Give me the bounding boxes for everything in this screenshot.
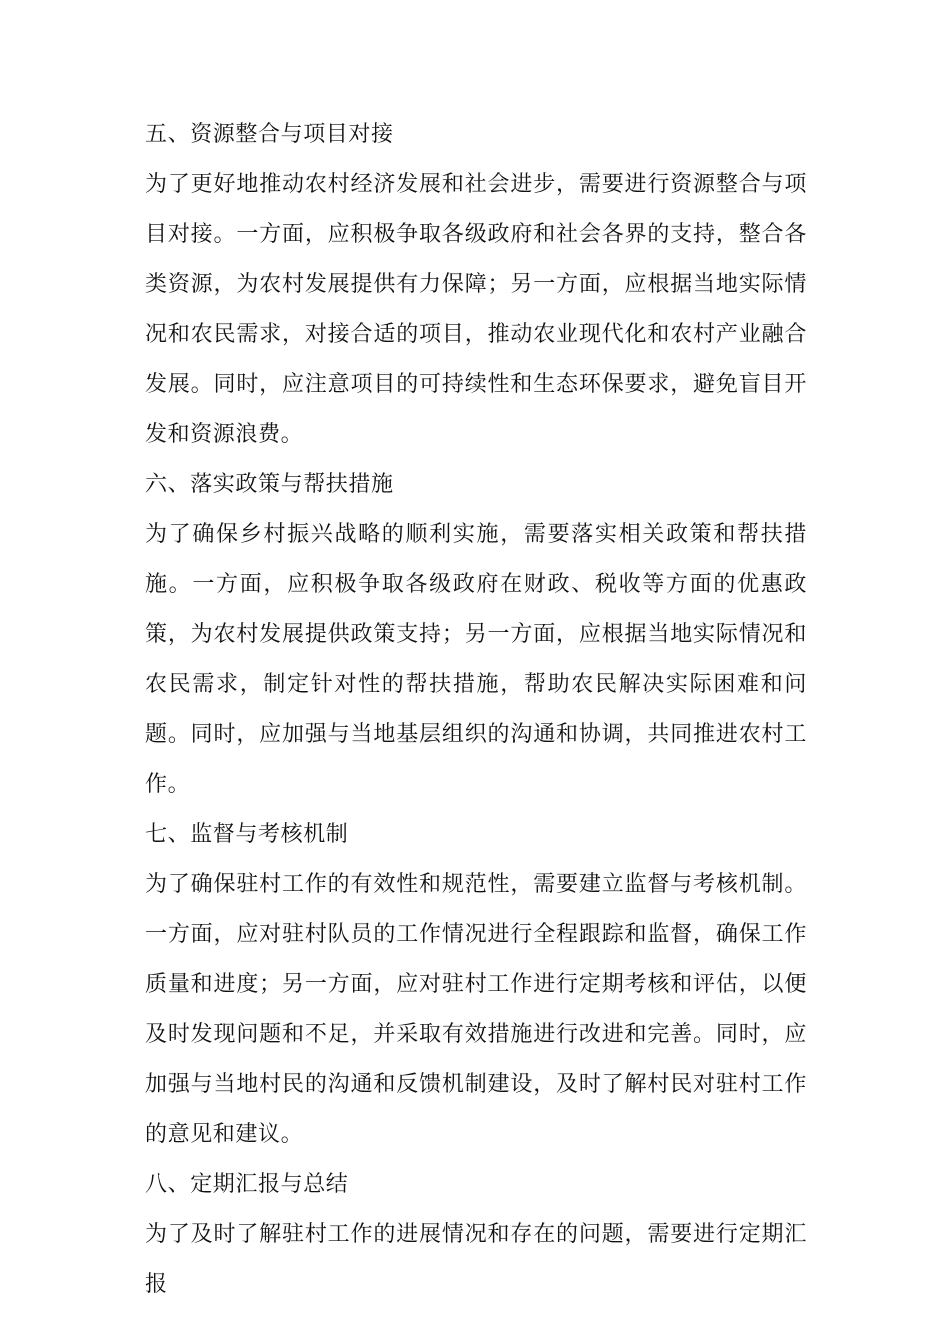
section-heading-7: 七、监督与考核机制 (145, 822, 349, 847)
section-paragraph-6: 为了确保乡村振兴战略的顺利实施，需要落实相关政策和帮扶措施。一方面，应积极争取各级政府在财政、税收等方面的优惠政策，为农村发展提供政策支持；另一方面，应根据当地实际情况和农民需求，制定针对性的帮扶措施，帮助农民解决实际困难和问题。同时，应加强与当地基层组织的沟通和协调，共同推进农村工作。 (145, 522, 807, 797)
section-paragraph-7: 为了确保驻村工作的有效性和规范性，需要建立监督与考核机制。一方面，应对驻村队员的工作情况进行全程跟踪和监督，确保工作质量和进度；另一方面，应对驻村工作进行定期考核和评估，以便及时发现问题和不足，并采取有效措施进行改进和完善。同时，应加强与当地村民的沟通和反馈机制建设，及时了解村民对驻村工作的意见和建议。 (145, 872, 807, 1147)
section-heading-8: 八、定期汇报与总结 (145, 1172, 349, 1197)
section-heading-5: 五、资源整合与项目对接 (145, 122, 394, 147)
section-paragraph-8: 为了及时了解驻村工作的进展情况和存在的问题，需要进行定期汇报 (145, 1222, 807, 1297)
section-paragraph-5: 为了更好地推动农村经济发展和社会进步，需要进行资源整合与项目对接。一方面，应积极争取各级政府和社会各界的支持，整合各类资源，为农村发展提供有力保障；另一方面，应根据当地实际情况和农民需求，对接合适的项目，推动农业现代化和农村产业融合发展。同时，应注意项目的可持续性和生态环保要求，避免盲目开发和资源浪费。 (145, 172, 807, 447)
document-body (145, 110, 807, 1310)
section-heading-6: 六、落实政策与帮扶措施 (145, 472, 394, 497)
